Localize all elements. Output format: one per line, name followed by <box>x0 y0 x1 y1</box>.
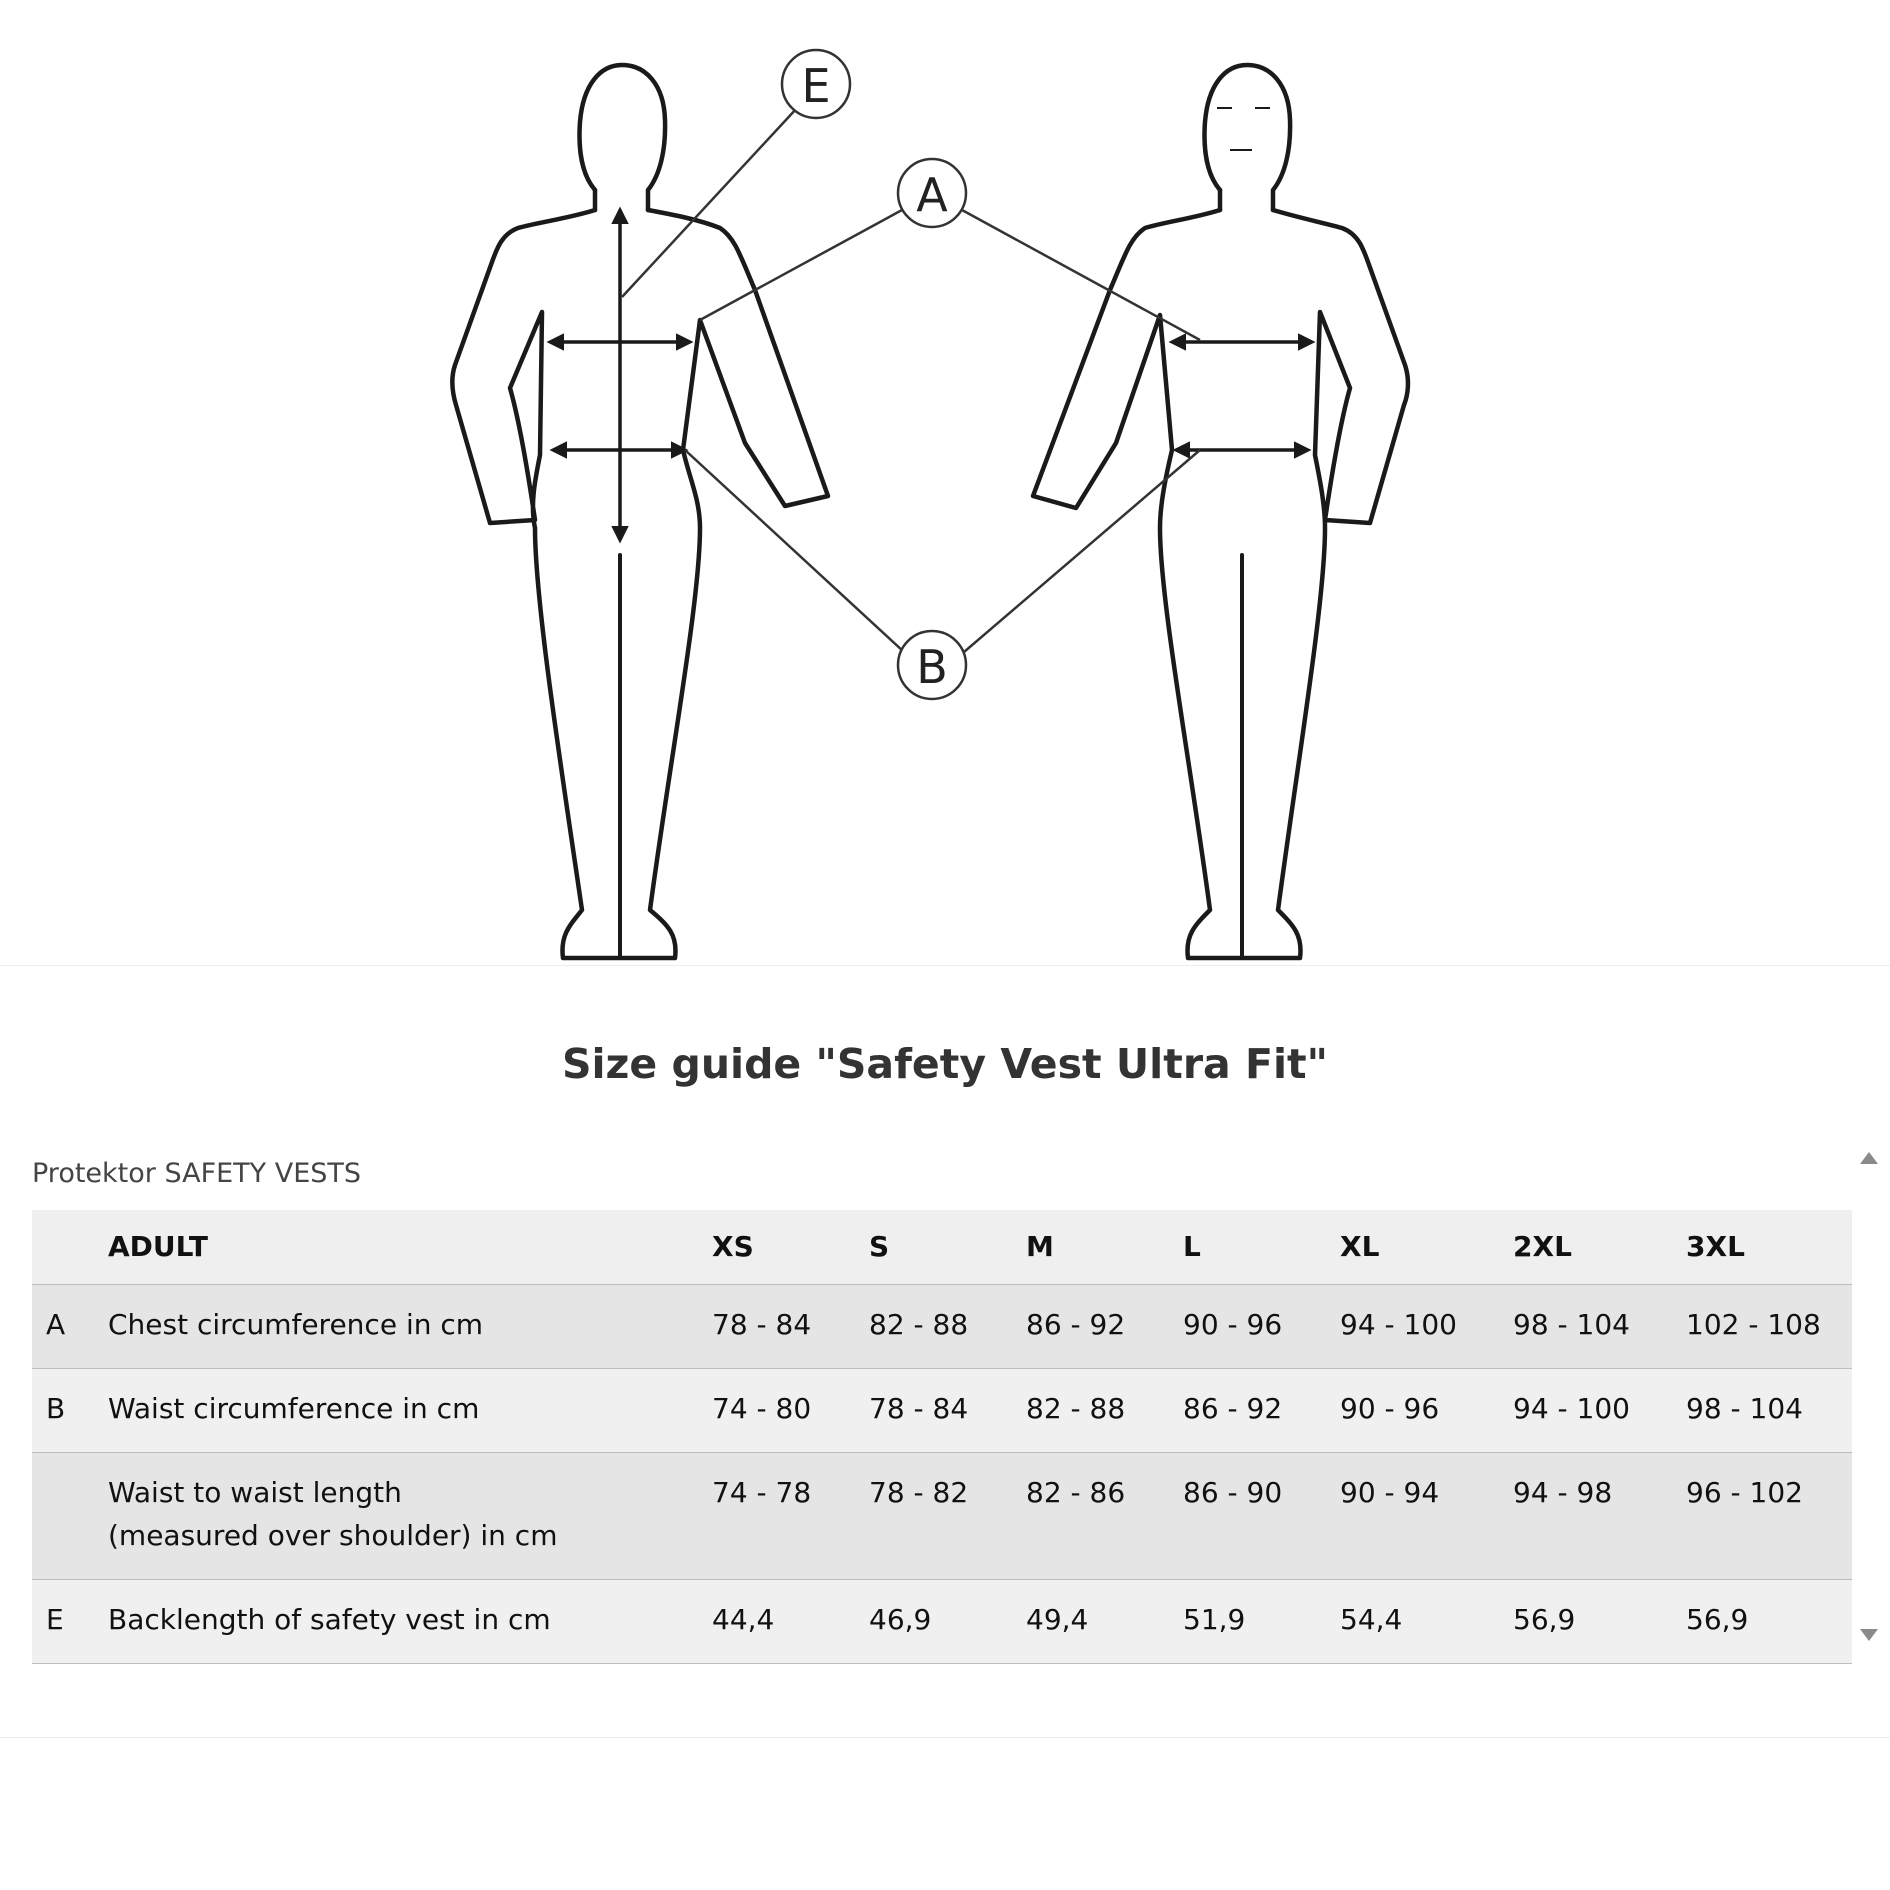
back-view-figure <box>452 65 828 958</box>
row-label-line: (measured over shoulder) in cm <box>108 1518 558 1552</box>
row-key: A <box>46 1307 66 1341</box>
section-divider <box>0 1737 1890 1738</box>
cell-value: 82 - 88 <box>869 1307 969 1341</box>
front-figure-arrows <box>1172 342 1312 450</box>
cell-value: 54,4 <box>1340 1602 1403 1636</box>
marker-a-label: A <box>916 168 948 222</box>
header-size-s: S <box>869 1230 890 1264</box>
marker-b-label: B <box>916 640 948 694</box>
table-header-row <box>32 1210 1852 1284</box>
cell-value: 86 - 90 <box>1183 1475 1283 1509</box>
row-label <box>108 1579 712 1663</box>
cell-value: 90 - 94 <box>1340 1475 1440 1509</box>
cell-value: 102 - 108 <box>1686 1307 1821 1341</box>
cell-value: 94 - 98 <box>1513 1475 1613 1509</box>
triangle-down-icon[interactable] <box>1860 1629 1878 1641</box>
size-table-container[interactable] <box>32 1150 1852 1664</box>
row-key: B <box>46 1391 66 1425</box>
cell-value: 78 - 84 <box>869 1391 969 1425</box>
size-table <box>32 1210 1852 1664</box>
header-key <box>32 1210 108 1284</box>
cell-value: 56,9 <box>1686 1602 1749 1636</box>
cell-value: 98 - 104 <box>1513 1307 1630 1341</box>
cell-value: 86 - 92 <box>1026 1307 1126 1341</box>
triangle-up-icon[interactable] <box>1860 1152 1878 1164</box>
row-label <box>108 1284 712 1368</box>
cell-value: 82 - 86 <box>1026 1475 1126 1509</box>
page-title: Size guide "Safety Vest Ultra Fit" <box>561 1040 1329 1088</box>
row-key: E <box>46 1602 64 1636</box>
row-label <box>108 1368 712 1452</box>
cell-value: 46,9 <box>869 1602 932 1636</box>
cell-value: 90 - 96 <box>1340 1391 1440 1425</box>
cell-value: 90 - 96 <box>1183 1307 1283 1341</box>
cell-value: 51,9 <box>1183 1602 1246 1636</box>
header-size-xs: XS <box>712 1230 754 1264</box>
cell-value: 56,9 <box>1513 1602 1576 1636</box>
row-label-line: Chest circumference in cm <box>108 1307 484 1341</box>
header-size-3xl: 3XL <box>1686 1230 1745 1264</box>
marker-e <box>782 50 850 118</box>
cell-value: 49,4 <box>1026 1602 1089 1636</box>
table-caption: Protektor SAFETY VESTS <box>32 1158 362 1189</box>
header-size-2xl: 2XL <box>1513 1230 1572 1264</box>
cell-value: 98 - 104 <box>1686 1391 1803 1425</box>
row-label-line: Backlength of safety vest in cm <box>108 1602 551 1636</box>
row-key <box>32 1452 108 1579</box>
face-features <box>1217 108 1270 150</box>
cell-value: 44,4 <box>712 1602 775 1636</box>
cell-value: 78 - 82 <box>869 1475 969 1509</box>
cell-value: 82 - 88 <box>1026 1391 1126 1425</box>
table-row-chest <box>32 1284 1852 1368</box>
cell-value: 74 - 80 <box>712 1391 812 1425</box>
cell-value: 94 - 100 <box>1340 1307 1457 1341</box>
row-label-line: Waist to waist length <box>108 1475 402 1509</box>
table-row-waist-to-waist <box>32 1452 1852 1579</box>
row-label <box>108 1452 712 1579</box>
back-figure-arrows <box>550 210 690 540</box>
table-row-waist <box>32 1368 1852 1452</box>
marker-b <box>898 631 966 699</box>
cell-value: 96 - 102 <box>1686 1475 1803 1509</box>
marker-e-label: E <box>801 59 831 113</box>
cell-value: 86 - 92 <box>1183 1391 1283 1425</box>
header-size-m: M <box>1026 1230 1054 1264</box>
front-view-figure <box>1033 65 1408 958</box>
cell-value: 78 - 84 <box>712 1307 812 1341</box>
marker-a <box>898 159 966 227</box>
cell-value: 94 - 100 <box>1513 1391 1630 1425</box>
header-size-xl: XL <box>1340 1230 1380 1264</box>
header-label: ADULT <box>108 1230 208 1264</box>
header-size-l: L <box>1183 1230 1201 1264</box>
cell-value: 74 - 78 <box>712 1475 812 1509</box>
table-row-backlength <box>32 1579 1852 1663</box>
row-label-line: Waist circumference in cm <box>108 1391 480 1425</box>
